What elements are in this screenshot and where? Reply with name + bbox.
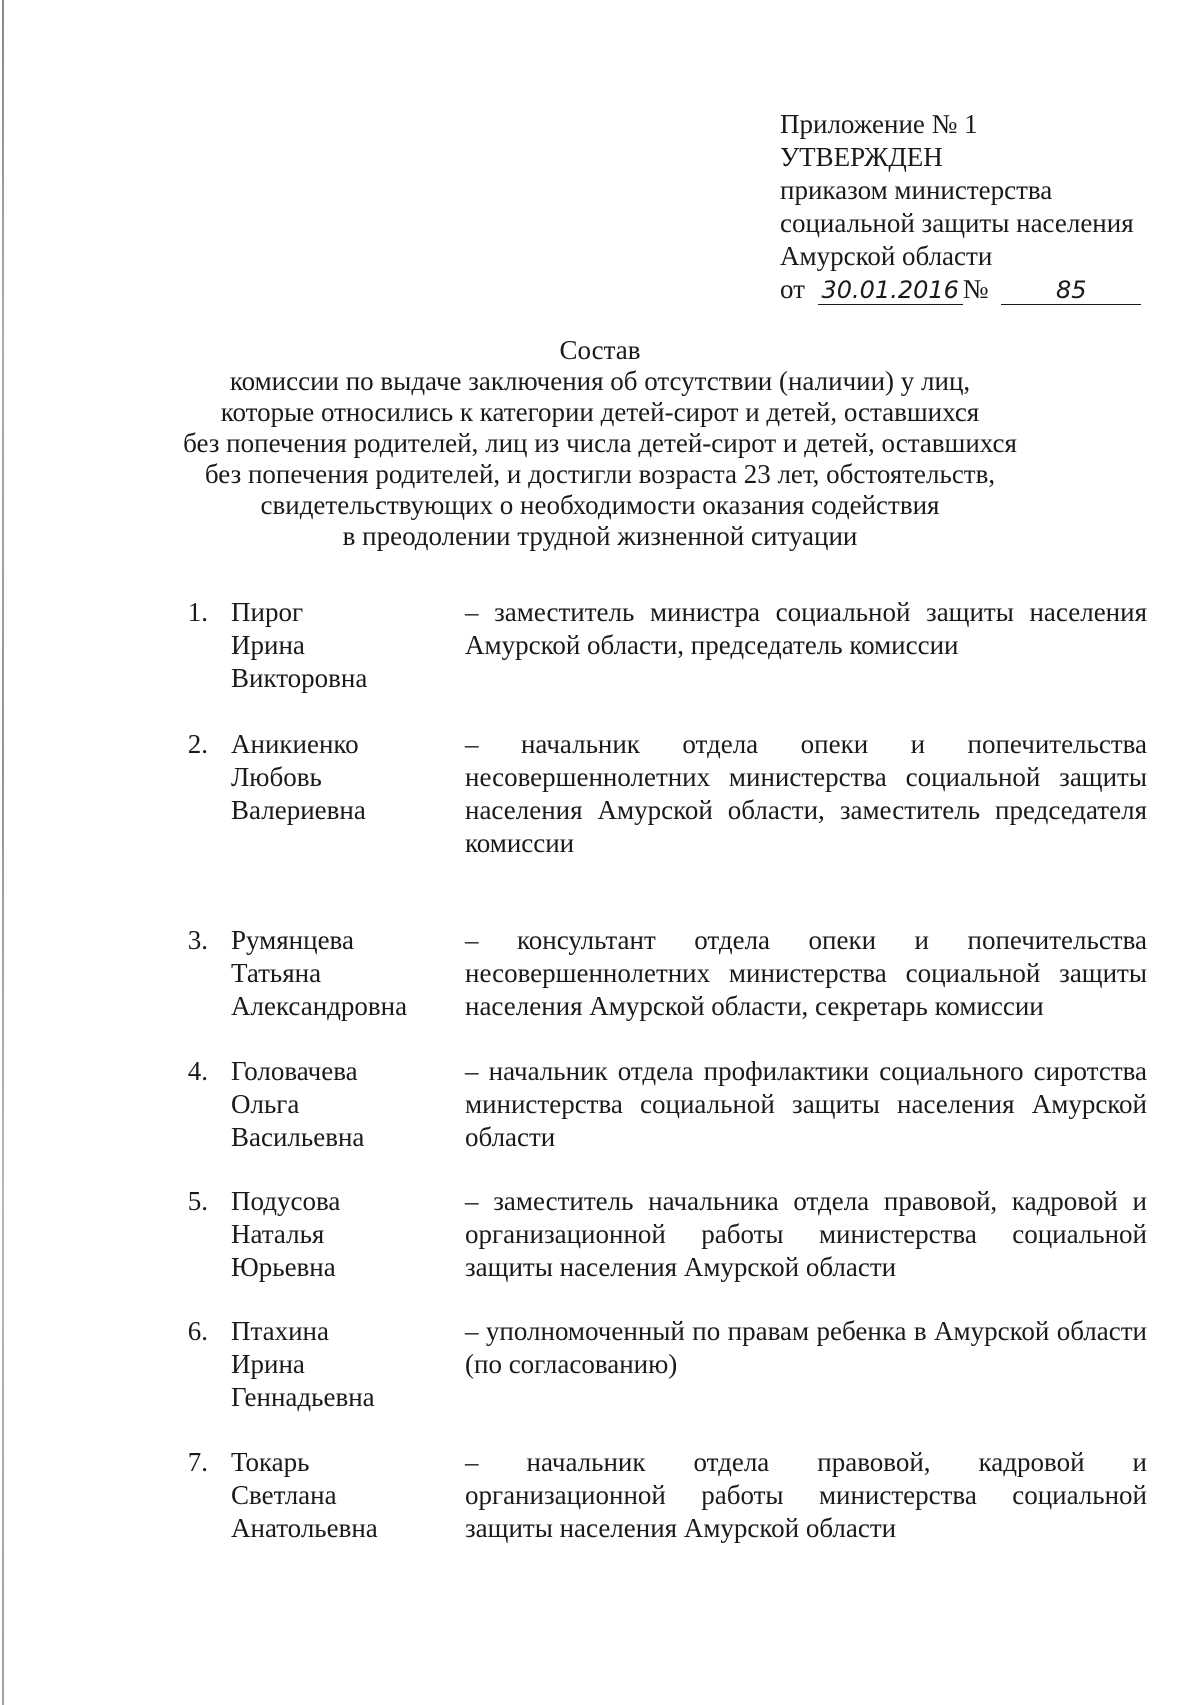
member-role: – начальник отдела опеки и попечительства несовершеннолетних министерства социальной защиты населения Амурской области, заместитель председателя комиссии <box>465 729 1147 858</box>
member-name <box>231 1185 451 1284</box>
title-line: в преодолении трудной жизненной ситуации <box>342 521 858 551</box>
member-role: – заместитель начальника отдела правовой, кадровой и организационной работы министерства социальной защиты населения Амурской области <box>465 1186 1147 1282</box>
approved-label: УТВЕРЖДЕН <box>780 142 943 172</box>
member-number: 7. <box>187 1447 208 1477</box>
member-surname: Подусова <box>231 1186 341 1216</box>
member-name <box>231 1446 451 1545</box>
member-patronymic: Александровна <box>231 991 408 1021</box>
member-role: – заместитель министра социальной защиты населения Амурской области, председатель комиссии <box>465 597 1147 660</box>
member-patronymic: Геннадьевна <box>231 1382 375 1412</box>
member-number: 5. <box>187 1186 208 1216</box>
member-name <box>231 1055 451 1154</box>
member-first-name: Светлана <box>231 1480 337 1510</box>
member-surname: Птахина <box>231 1316 329 1346</box>
title-line: без попечения родителей, и достигли возраста 23 лет, обстоятельств, <box>204 459 996 489</box>
title-line: которые относились к категории детей-сирот и детей, оставшихся <box>220 397 980 427</box>
member-number: 4. <box>187 1056 208 1086</box>
order-label: приказом министерства <box>780 175 1053 205</box>
region-label: Амурской области <box>780 241 993 271</box>
member-first-name: Татьяна <box>231 958 322 988</box>
member-surname: Румянцева <box>231 925 354 955</box>
member-first-name: Ольга <box>231 1089 300 1119</box>
title-heading: Состав <box>559 335 641 365</box>
scan-edge <box>2 0 4 1705</box>
member-surname: Аникиенко <box>231 729 359 759</box>
document-title <box>0 335 1200 552</box>
member-surname: Головачева <box>231 1056 358 1086</box>
member-first-name: Ирина <box>231 630 305 660</box>
number-label: № <box>962 274 989 304</box>
member-role: – начальник отдела правовой, кадровой и организационной работы министерства социальной защиты населения Амурской области <box>465 1447 1147 1543</box>
member-name <box>231 728 451 827</box>
member-patronymic: Анатольевна <box>231 1513 378 1543</box>
member-number: 2. <box>187 729 208 759</box>
member-patronymic: Юрьевна <box>231 1252 336 1282</box>
order-date-line <box>780 273 1141 306</box>
member-first-name: Ирина <box>231 1349 305 1379</box>
member-patronymic: Валериевна <box>231 795 366 825</box>
member-name <box>231 1315 451 1414</box>
member-surname: Токарь <box>231 1447 310 1477</box>
member-patronymic: Викторовна <box>231 663 368 693</box>
member-patronymic: Васильевна <box>231 1122 365 1152</box>
member-number: 1. <box>187 597 208 627</box>
title-line: без попечения родителей, лиц из числа детей-сирот и детей, оставшихся <box>183 428 1017 458</box>
ministry-label: социальной защиты населения <box>780 208 1134 238</box>
member-number: 6. <box>187 1316 208 1346</box>
member-name <box>231 924 451 1023</box>
member-name <box>231 596 451 695</box>
member-first-name: Любовь <box>231 762 322 792</box>
member-role: – начальник отдела профилактики социального сиротства министерства социальной защиты населения Амурской области <box>465 1056 1147 1152</box>
member-role: – консультант отдела опеки и попечительства несовершеннолетних министерства социальной защиты населения Амурской области, секретарь комиссии <box>465 925 1147 1021</box>
ot-label: от <box>780 274 805 304</box>
member-role: – уполномоченный по правам ребенка в Амурской области (по согласованию) <box>465 1316 1147 1379</box>
title-line: комиссии по выдаче заключения об отсутствии (наличии) у лиц, <box>229 366 971 396</box>
handwritten-number: 85 <box>1001 276 1141 305</box>
member-number: 3. <box>187 925 208 955</box>
approval-block <box>780 108 1141 306</box>
member-first-name: Наталья <box>231 1219 325 1249</box>
member-surname: Пирог <box>231 597 304 627</box>
appendix-label: Приложение № 1 <box>780 109 978 139</box>
handwritten-date: 30.01.2016 <box>818 276 963 305</box>
title-line: свидетельствующих о необходимости оказания содействия <box>260 490 940 520</box>
